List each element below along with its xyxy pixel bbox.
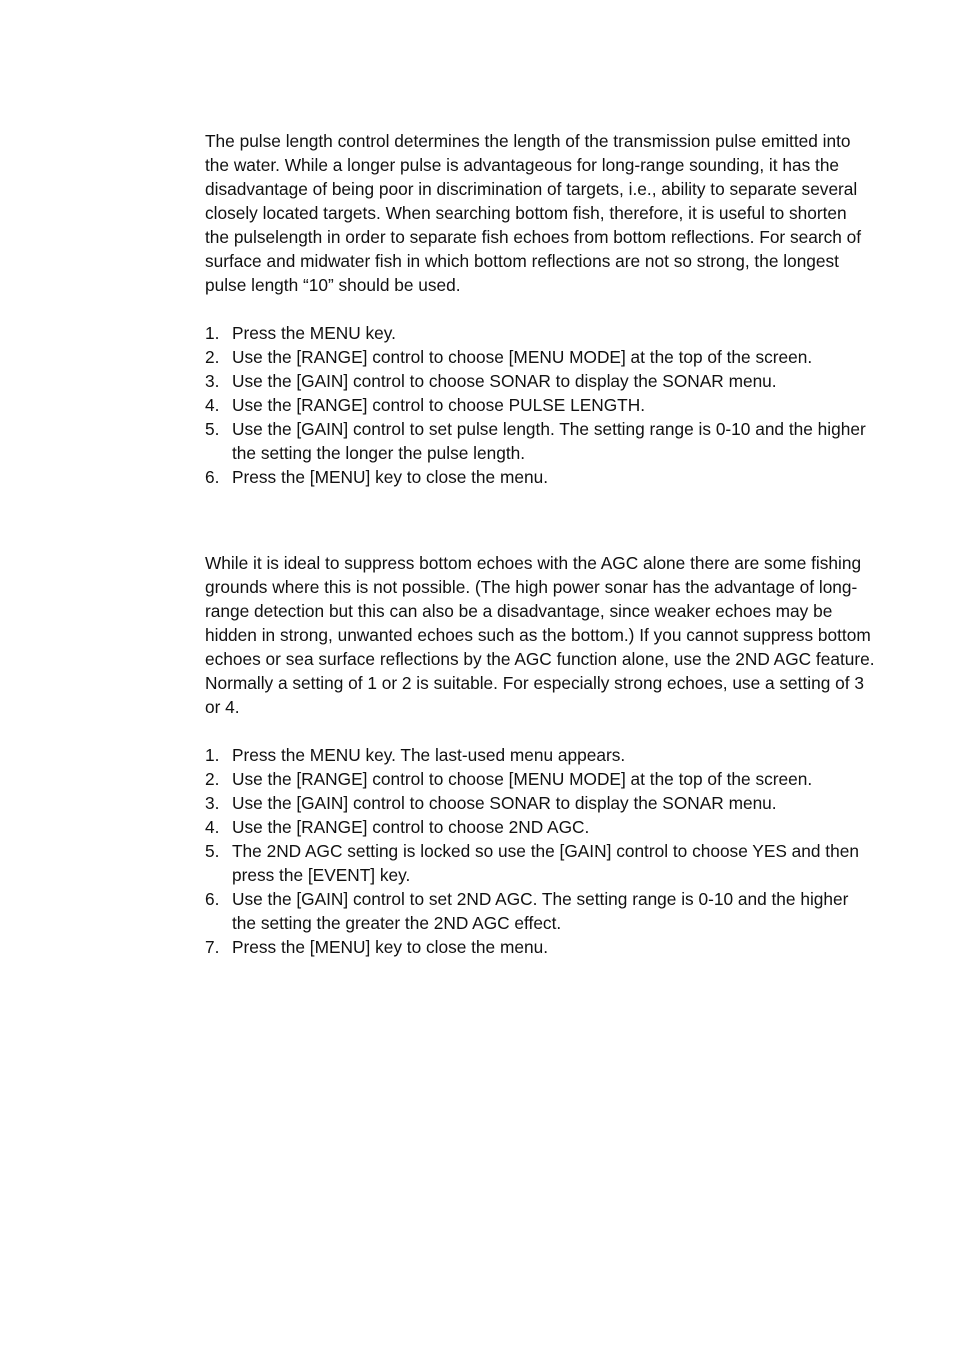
second-agc-step-4 [205,815,875,839]
second-agc-step-3 [205,791,875,815]
pulse-length-paragraph: The pulse length control determines the length of the transmission pulse emitted into the water. While a longer pulse is advantageous for long-range sounding, it has the disadvantage of being poor in discrimination of targets, i.e., ability to separate several closely located targets. When searching bottom fish, therefore, it is useful to shorten the pulselength in order to separate fish echoes from bottom reflections. For search of surface and midwater fish in which bottom reflections are not so strong, the longest pulse length “10” should be used. [205,131,862,295]
pulse-length-steps [205,321,875,489]
step-text: The 2ND AGC setting is locked so use the [GAIN] control to choose YES and then press the [EVENT] key. [232,841,859,885]
step-text: Use the [GAIN] control to set 2ND AGC. The setting range is 0-10 and the higher the setting the greater the 2ND AGC effect. [232,889,849,933]
step-text: Use the [GAIN] control to set pulse length. The setting range is 0-10 and the higher the setting the longer the pulse length. [232,419,866,463]
step-number: 3. [205,793,220,813]
step-number: 7. [205,937,220,957]
step-text: Use the [RANGE] control to choose 2ND AGC. [232,817,590,837]
step-number: 4. [205,395,220,415]
step-text: Use the [GAIN] control to choose SONAR to display the SONAR menu. [232,793,777,813]
step-text: Use the [RANGE] control to choose PULSE LENGTH. [232,395,645,415]
step-number: 5. [205,419,220,439]
second-agc-step-1 [205,743,875,767]
pulse-length-step-1 [205,321,875,345]
step-text: Press the MENU key. [232,323,396,343]
second-agc-paragraph: While it is ideal to suppress bottom echoes with the AGC alone there are some fishing grounds where this is not possible. (The high power sonar has the advantage of long-range detection but this can also be a disadvantage, since weaker echoes may be hidden in strong, unwanted echoes such as the bottom.) If you cannot suppress bottom echoes or sea surface reflections by the AGC function alone, use the 2ND AGC feature. Normally a setting of 1 or 2 is suitable. For especially strong echoes, use a setting of 3 or 4. [205,553,875,717]
second-agc-step-2 [205,767,875,791]
step-text: Press the MENU key. The last-used menu appears. [232,745,626,765]
pulse-length-step-2 [205,345,875,369]
second-agc-step-6 [205,887,875,935]
step-number: 6. [205,467,220,487]
step-text: Use the [RANGE] control to choose [MENU MODE] at the top of the screen. [232,769,813,789]
pulse-length-step-3 [205,369,875,393]
step-number: 5. [205,841,220,861]
step-number: 6. [205,889,220,909]
step-text: Press the [MENU] key to close the menu. [232,937,548,957]
step-number: 4. [205,817,220,837]
step-number: 1. [205,745,220,765]
second-agc-step-5 [205,839,875,887]
step-number: 2. [205,347,220,367]
step-number: 1. [205,323,220,343]
pulse-length-step-5 [205,417,875,465]
pulse-length-step-6 [205,465,875,489]
step-number: 2. [205,769,220,789]
pulse-length-step-4 [205,393,875,417]
step-text: Press the [MENU] key to close the menu. [232,467,548,487]
step-text: Use the [GAIN] control to choose SONAR to display the SONAR menu. [232,371,777,391]
second-agc-step-7 [205,935,875,959]
second-agc-steps [205,743,875,959]
step-text: Use the [RANGE] control to choose [MENU MODE] at the top of the screen. [232,347,813,367]
step-number: 3. [205,371,220,391]
